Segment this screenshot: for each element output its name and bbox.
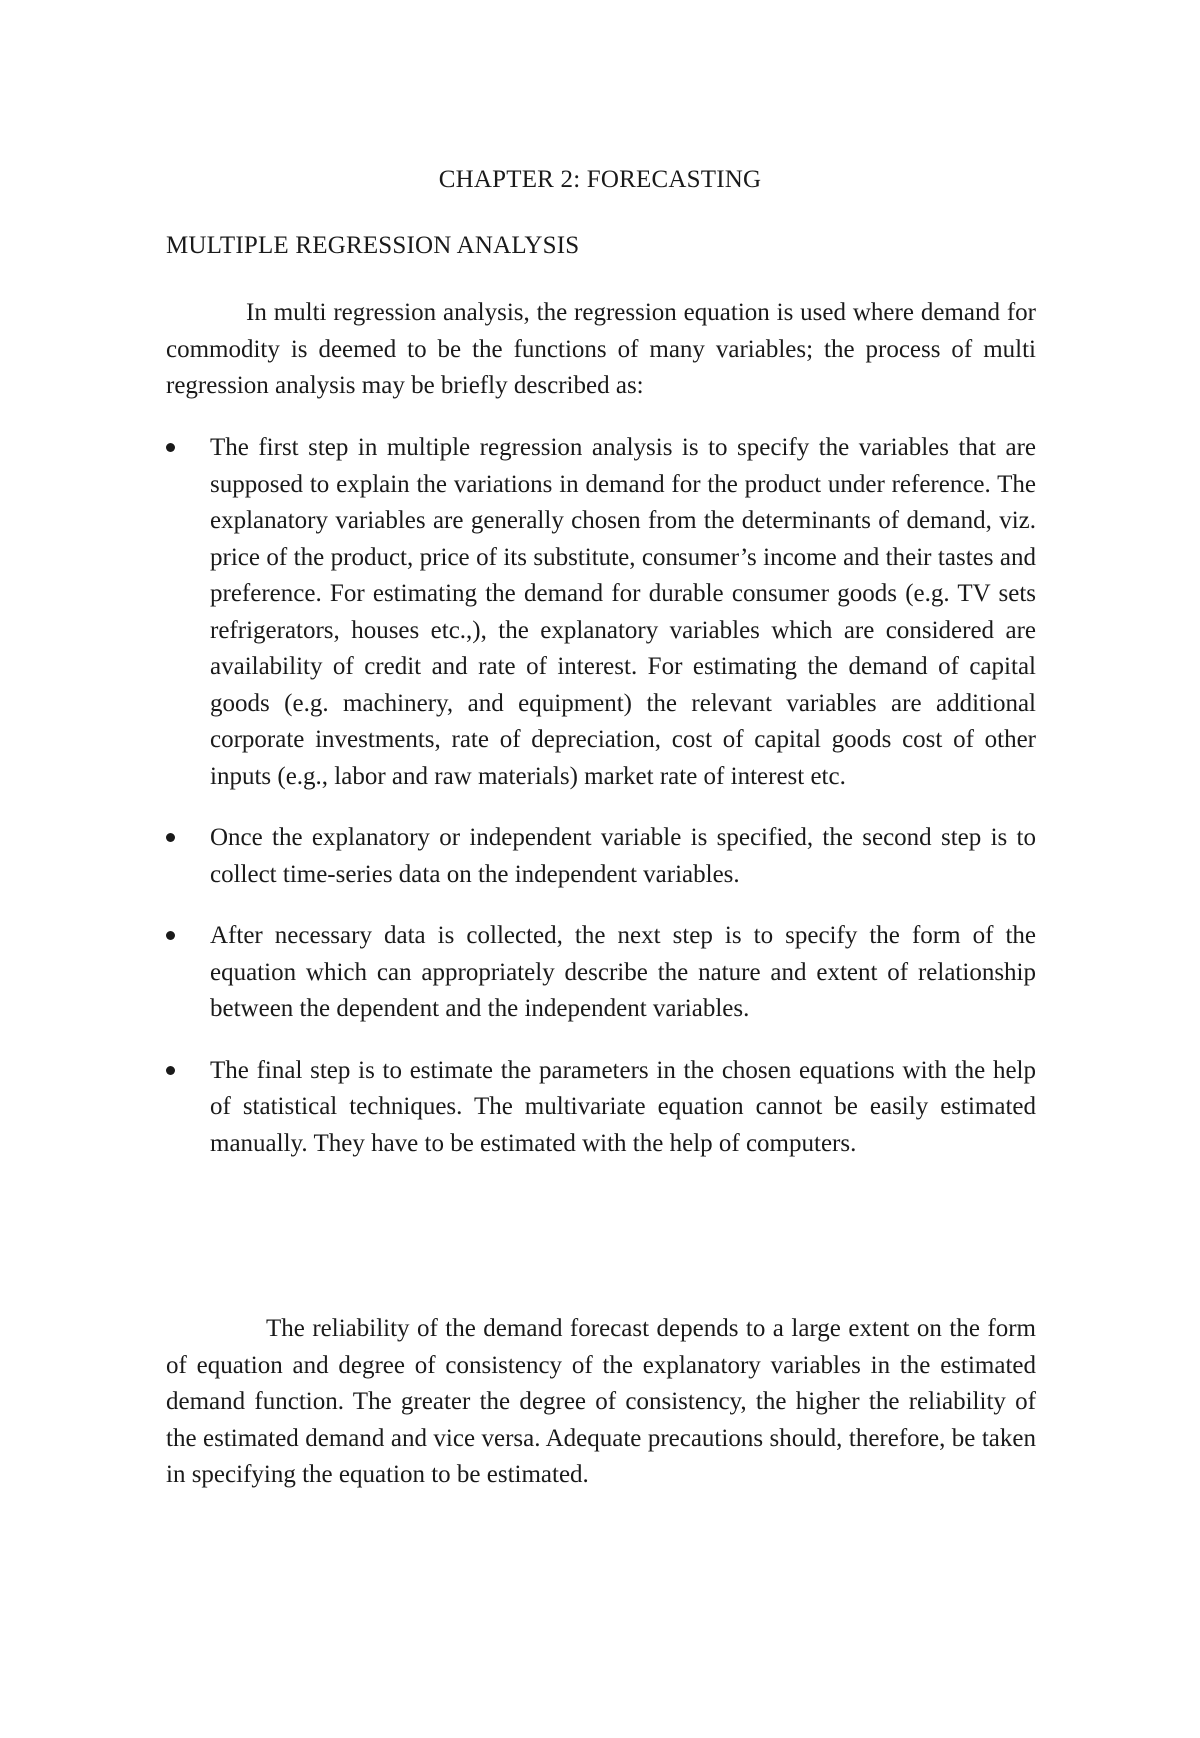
list-item-text: After necessary data is collected, the next step is to specify the form of the equation which can appropriately describe the nature and extent of relationship between the dependent and the independent variables. xyxy=(210,922,1036,1022)
list-item-text: The final step is to estimate the parameters in the chosen equations with the help of statistical techniques. The multivariate equation cannot be easily estimated manually. They have to be estimated with the help of computers. xyxy=(210,1056,1036,1157)
list-item xyxy=(166,430,1036,795)
list-item-text: Once the explanatory or independent variable is specified, the second step is to collect time-series data on the independent variables. xyxy=(210,824,1036,888)
bullet-icon xyxy=(166,833,175,842)
bullet-list xyxy=(166,430,1036,1162)
bullet-icon xyxy=(166,1066,175,1075)
intro-paragraph: In multi regression analysis, the regression equation is used where demand for commodity is deemed to be the functions of many variables; the process of multi regression analysis may be briefly described as: xyxy=(166,299,1036,399)
bullet-icon xyxy=(166,443,175,452)
list-item-text: The first step in multiple regression analysis is to specify the variables that are supposed to explain the variations in demand for the product under reference. The explanatory variables are generally chosen from the determinants of demand, viz. price of the product, price of its substitute, consumer’s income and their tastes and preference. For estimating the demand for durable consumer goods (e.g. TV sets refrigerators, houses etc.,), the explanatory variables which are considered are availability of credit and rate of interest. For estimating the demand of capital goods (e.g. machinery, and equipment) the relevant variables are additional corporate investments, rate of depreciation, cost of capital goods cost of other inputs (e.g., labor and raw materials) market rate of interest etc. xyxy=(210,434,1036,790)
list-item xyxy=(166,918,1036,1028)
list-item xyxy=(166,1053,1036,1163)
section-heading: MULTIPLE REGRESSION ANALYSIS xyxy=(166,232,580,259)
closing-paragraph: The reliability of the demand forecast depends to a large extent on the form of equation and degree of consistency of the explanatory variables in the estimated demand function. The greater the degree of consistency, the higher the reliability of the estimated demand and vice versa. Adequate precautions should, therefore, be taken in specifying the equation to be estimated. xyxy=(166,1315,1036,1488)
list-item xyxy=(166,820,1036,893)
bullet-icon xyxy=(166,931,175,940)
chapter-title: CHAPTER 2: FORECASTING xyxy=(438,166,762,193)
